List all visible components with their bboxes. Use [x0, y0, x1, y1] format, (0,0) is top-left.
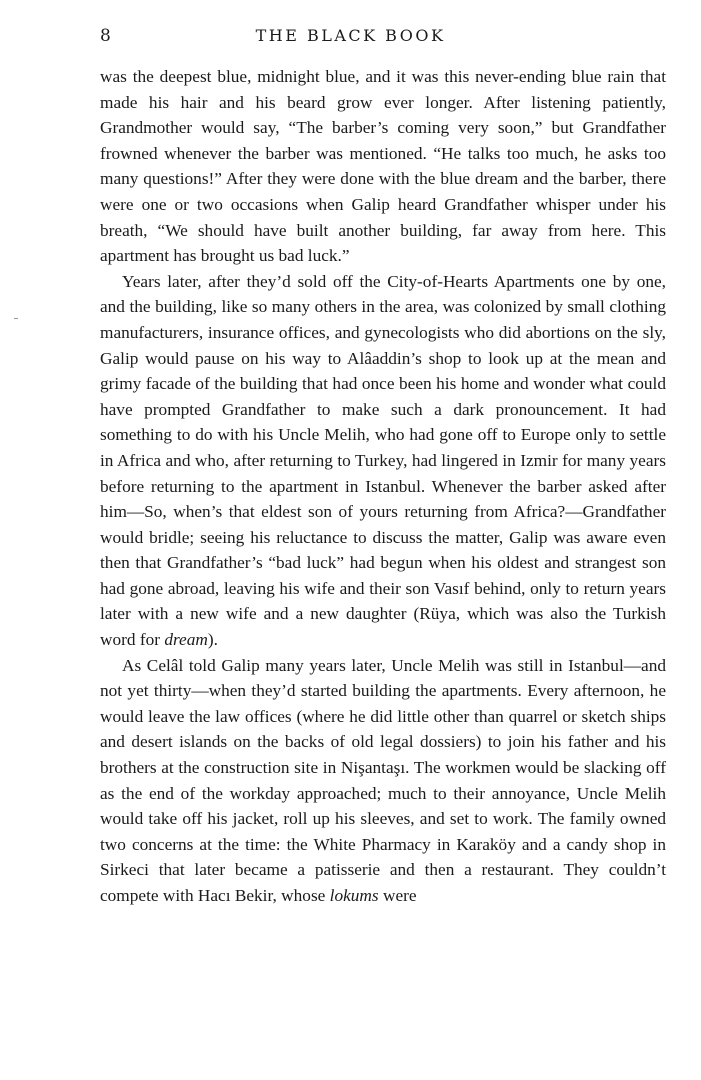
paragraph-text-end: ).	[207, 630, 218, 650]
paragraph-1	[100, 64, 666, 269]
margin-mark	[14, 318, 18, 319]
paragraph-text: Years later, after they’d sold off the City-of-Hearts Apartments one by one, and the building, like so many others in the area, was colonized by small clothing manufacturers, insurance offices, and gynecologists who did abortions on the sly, Galip would pause on his way to Alâaddin’s shop to look up at the mean and grimy facade of the building that had once been his home and wonder what could have prompted Grandfather to make such a dark pronouncement. It had something to do with his Uncle Melih, who had gone off to Europe only to settle in Africa and who, after returning to Turkey, had lingered in Izmir for many years before returning to the apartment in Istanbul. Whenever the barber asked after him—So, when’s that eldest son of yours returning from Africa?—Grandfather would bridle; seeing his reluctance to discuss the matter, Galip was aware even then that Grandfather’s “bad luck” had begun when his oldest and strangest son had gone abroad, leaving his wife and their son Vasıf behind, only to return years later with a new wife and a new daughter (Rüya, which was also the Turkish word for	[100, 271, 666, 650]
running-head: THE BLACK BOOK	[255, 26, 446, 45]
paragraph-3	[100, 653, 666, 909]
body-text	[100, 64, 666, 909]
paragraph-text-end: were	[378, 886, 417, 905]
page-number: 8	[100, 26, 112, 46]
paragraph-text: As Celâl told Galip many years later, Uncle Melih was still in Istanbul—and not yet thirty—when they’d started building the apartments. Every afternoon, he would leave the law offices (where he did little other than quarrel or sketch ships and desert islands on the backs of old legal dossiers) to join his father and his brothers at the construction site in Nişantaşı. The workmen would be slacking off as the end of the workday approached; much to their annoyance, Uncle Melih would take off his jacket, roll up his sleeves, and set to work. The family owned two concerns at the time: the White Pharmacy in Karaköy and a candy shop in Sirkeci that later became a patisserie and then a restaurant. They couldn’t compete with Hacı Bekir, whose	[100, 655, 666, 905]
paragraph-2	[100, 269, 666, 653]
italic-word: dream	[164, 630, 208, 650]
italic-word: lokums	[329, 886, 379, 905]
paragraph-text: was the deepest blue, midnight blue, and it was this never-ending blue rain that made his hair and his beard grow ever longer. After listening patiently, Grandmother would say, “The barber’s coming very soon,” but Grandfather frowned whenever the barber was mentioned. “He talks too much, he asks too many questions!” After they were done with the blue dream and the barber, there were one or two occasions when Galip heard Grandfather whisper under his breath, “We should have built another building, far away from here. This apartment has brought us bad luck.”	[100, 67, 666, 266]
